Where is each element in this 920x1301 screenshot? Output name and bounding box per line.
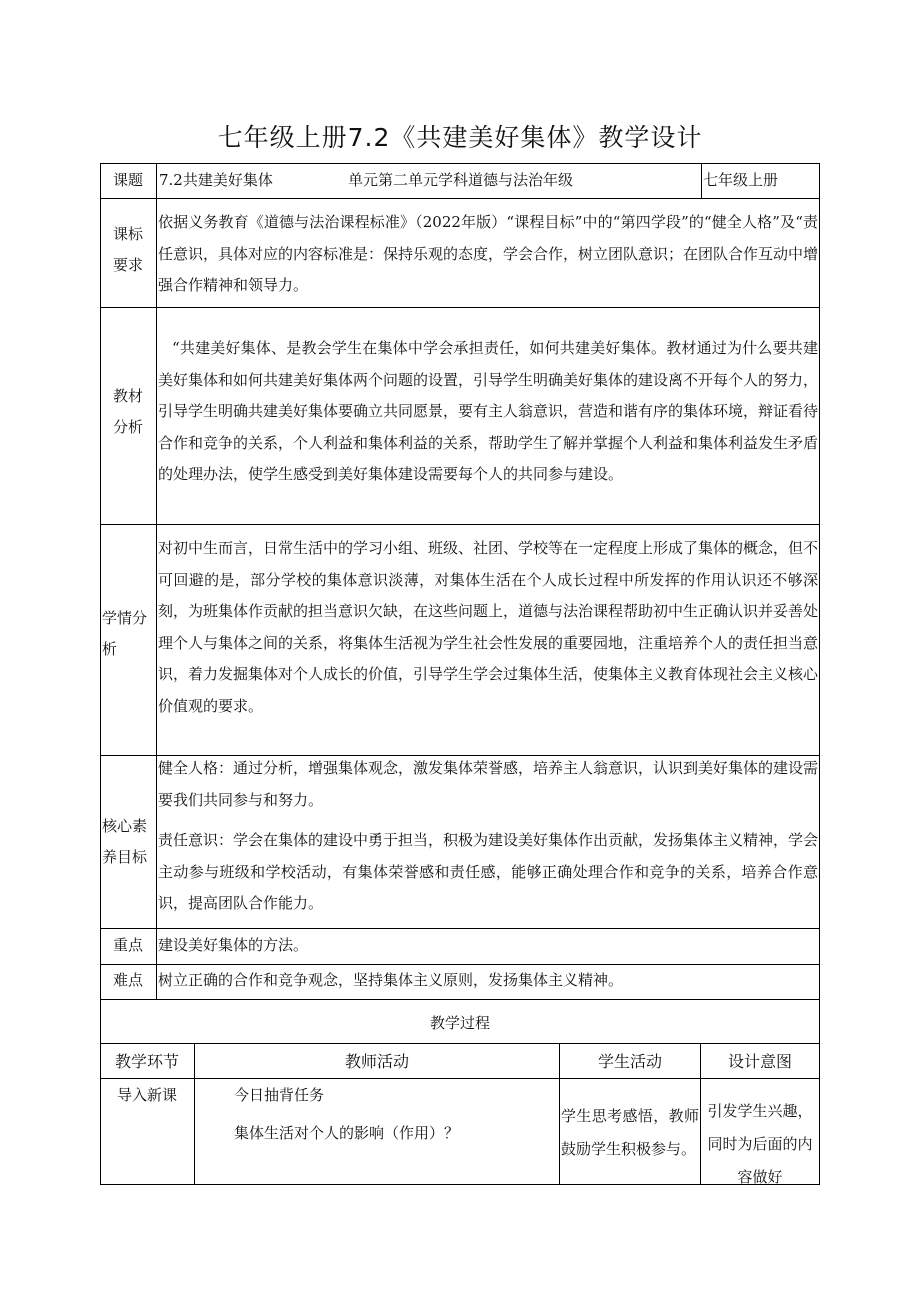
student-activity: 学生思考感悟，教师鼓励学生积极参与。: [561, 1107, 699, 1158]
material-analysis-text: “共建美好集体、是教会学生在集体中学会承担责任，如何共建美好集体。教材通过为什么要共建美好集体和如何共建美好集体两个问题的设置，引导学生明确美好集体的建设离不开每个人的努力，引导学生明确共建美好集体要确立共同愿景，要有主人翁意识，营造和谐有序的集体环境，辩证看待合作和竞争的关系，个人利益和集体利益的关系，帮助学生了解并掌握个人利益和集体利益发生矛盾的处理办法，使学生感受到美好集体建设需要每个人的共同参与建设。: [158, 339, 819, 483]
page-title: 七年级上册7.2《共建美好集体》教学设计: [217, 123, 703, 152]
grade-value: 七年级上册: [703, 171, 779, 189]
lesson-plan-table: [100, 163, 820, 1185]
col-intent: 设计意图: [727, 1052, 792, 1071]
difficulty-text: 树立正确的合作和竞争观念，坚持集体主义原则，发扬集体主义精神。: [158, 971, 624, 989]
course-label: 课题: [112, 171, 143, 189]
material-analysis-label: 教材 分析: [112, 387, 143, 436]
col-stage: 教学环节: [114, 1052, 179, 1071]
stage-intro: 导入新课: [116, 1086, 177, 1104]
difficulty-label: 难点: [112, 971, 143, 989]
design-intent: 引发学生兴趣，同时为后面的内容做好: [707, 1102, 813, 1186]
student-analysis-label: 学情分 析: [102, 609, 148, 658]
teacher-activity-2: 集体生活对个人的影响（作用）？: [234, 1124, 460, 1142]
key-point-label: 重点: [112, 936, 143, 954]
student-analysis-text: 对初中生而言，日常生活中的学习小组、班级、社团、学校等在一定程度上形成了集体的概念，但不可回避的是，部分学校的集体意识淡薄，对集体生活在个人成长过程中所发挥的作用认识还不够深刻，为班集体作贡献的担当意识欠缺，在这些问题上，道德与法治课程帮助初中生正确认识并妥善处理个人与集体之间的关系，将集体生活视为学生社会性发展的重要园地，注重培养个人的责任担当意识，着力发掘集体对个人成长的价值，引导学生学会过集体生活，使集体主义教育体现社会主义核心价值观的要求。: [158, 539, 819, 715]
course-value: 7.2共建美好集体: [159, 171, 273, 189]
standard-label: 课标 要求: [112, 225, 143, 274]
key-point-text: 建设美好集体的方法。: [158, 936, 309, 954]
col-student: 学生活动: [597, 1052, 662, 1071]
teacher-activity-1: 今日抽背任务: [234, 1086, 325, 1104]
core-goals-text-2: 责任意识：学会在集体的建设中勇于担当，积极为建设美好集体作出贡献，发扬集体主义精神，学会主动参与班级和学校活动，有集体荣誉感和责任感，能够正确处理合作和竞争的关系，培养合作意识，提高团队合作能力。: [158, 831, 819, 912]
standard-text: 依据义务教育《道德与法治课程标准》（2022年版）“课程目标”中的“第四学段”的“健全人格”及“责任意识，具体对应的内容标准是：保持乐观的态度，学会合作，树立团队意识；在团队合作互动中增强合作精神和领导力。: [158, 213, 819, 294]
process-heading: 教学过程: [429, 1014, 490, 1032]
core-goals-label: 核心素 养目标: [102, 817, 148, 866]
unit-subject-grade: 单元第二单元学科道德与法治年级: [348, 171, 574, 189]
core-goals-text-1: 健全人格：通过分析，增强集体观念，激发集体荣誉感，培养主人翁意识，认识到美好集体的建设需要我们共同参与和努力。: [158, 759, 819, 809]
col-teacher: 教师活动: [344, 1052, 409, 1071]
